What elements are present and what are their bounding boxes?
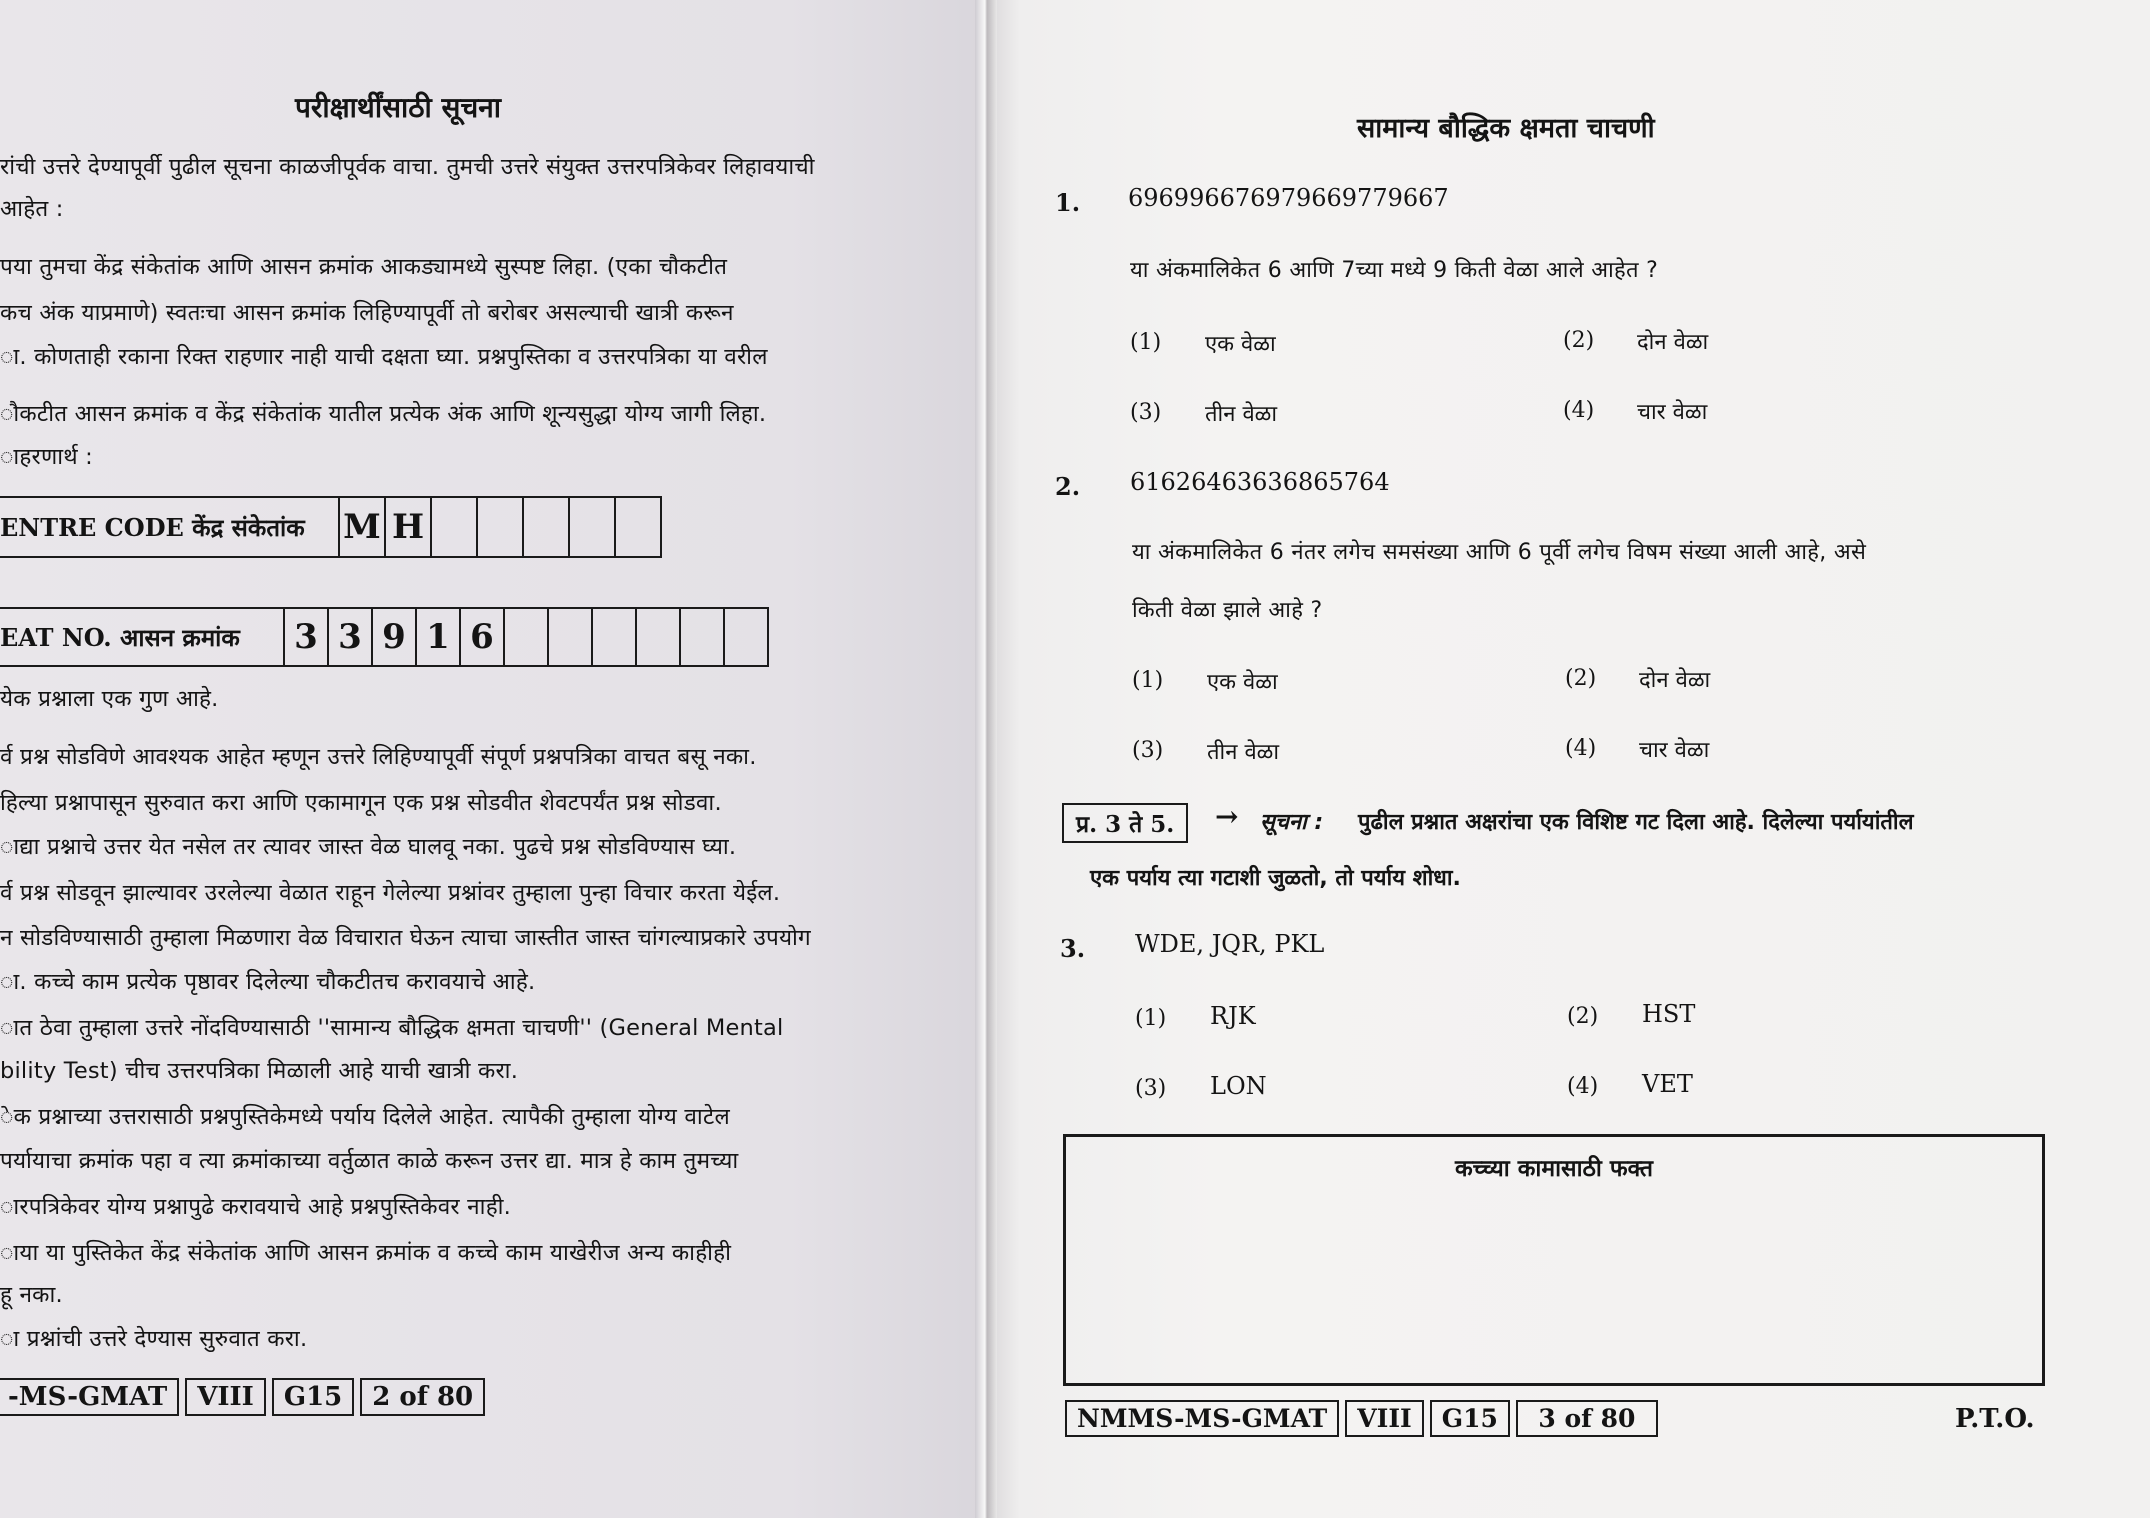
option-text: तीन वेळा [1207, 740, 1280, 765]
centre-code-cell [524, 498, 570, 556]
seat-no-cell: 3 [329, 609, 373, 665]
question-number: 1. [1055, 188, 1081, 217]
centre-code-cell [616, 498, 660, 556]
seat-no-cell: 6 [461, 609, 505, 665]
option-text: चार वेळा [1639, 738, 1710, 763]
question-stem: या अंकमालिकेत 6 नंतर लगेच समसंख्या आणि 6 पूर्वी लगेच विषम संख्या आली आहे, असे [1132, 540, 1867, 565]
rule-line: न सोडविण्यासाठी तुम्हाला मिळणारा वेळ विचारात घेऊन त्याचा जास्तीत जास्त चांगल्याप्रकारे उपयोग [0, 925, 811, 951]
question-number: 3. [1060, 934, 1086, 963]
rule-line: ाद्या प्रश्नाचे उत्तर येत नसेल तर त्यावर जास्त वेळ घालवू नका. पुढचे प्रश्न सोडविण्यास घ्या. [0, 834, 737, 860]
rule-line: bility Test) चीच उत्तरपत्रिका मिळाली आहे याची खात्री करा. [0, 1058, 519, 1084]
centre-code-cell: H [386, 498, 432, 556]
option-number: (3) [1132, 738, 1164, 763]
footer-set: G15 [1430, 1400, 1510, 1437]
intro-line: कच अंक याप्रमाणे) स्वतःचा आसन क्रमांक लिहिण्यापूर्वी तो बरोबर असल्याची खात्री करून [0, 300, 734, 326]
question-sequence: 61626463636865764 [1130, 468, 1390, 496]
intro-line: ौकटीत आसन क्रमांक व केंद्र संकेतांक यातील प्रत्येक अंक आणि शून्यसुद्धा योग्य जागी लिहा. [0, 401, 767, 427]
footer-code: NMMS-MS-GMAT [1065, 1400, 1339, 1437]
option-text: तीन वेळा [1205, 402, 1278, 427]
option-text: चार वेळा [1637, 400, 1708, 425]
rule-line: येक प्रश्नाला एक गुण आहे. [0, 686, 219, 712]
option-number: (2) [1567, 1004, 1599, 1029]
section-title: सामान्य बौद्धिक क्षमता चाचणी [1357, 113, 1655, 144]
footer-class: VIII [1345, 1400, 1423, 1437]
rule-line: हिल्या प्रश्नापासून सुरुवात करा आणि एकामागून एक प्रश्न सोडवीत शेवटपर्यंत प्रश्न सोडवा. [0, 790, 722, 816]
centre-code-cell [432, 498, 478, 556]
right-footer [1065, 1400, 1658, 1437]
rule-line: ा. कच्चे काम प्रत्येक पृष्ठावर दिलेल्या चौकटीतच करावयाचे आहे. [0, 969, 536, 995]
rough-work-title: कच्च्या कामासाठी फक्त [1454, 1156, 1654, 1182]
intro-line: ा. कोणताही रकाना रिक्त राहणार नाही याची दक्षता घ्या. प्रश्नपुस्तिका व उत्तरपत्रिका या वरील [0, 344, 768, 370]
rule-line: हू नका. [0, 1282, 63, 1308]
option-number: (2) [1563, 328, 1595, 353]
seat-no-cell [549, 609, 593, 665]
centre-code-box [0, 496, 662, 558]
seat-no-cell [505, 609, 549, 665]
rule-line: र्व प्रश्न सोडवून झाल्यावर उरलेल्या वेळात राहून गेलेल्या प्रश्नांवर तुम्हाला पुन्हा विचार करता येईल. [0, 880, 781, 906]
question-sequence: WDE, JQR, PKL [1135, 930, 1325, 958]
rule-line: ात ठेवा तुम्हाला उत्तरे नोंदविण्यासाठी ''सामान्य बौद्धिक क्षमता चाचणी'' (General Mental [0, 1015, 784, 1041]
intro-line: पया तुमचा केंद्र संकेतांक आणि आसन क्रमांक आकड्यामध्ये सुस्पष्ट लिहा. (एका चौकटीत [0, 254, 728, 280]
footer-page: 3 of 80 [1516, 1400, 1658, 1437]
option-text: एक वेळा [1205, 332, 1276, 357]
footer-set: G15 [272, 1378, 354, 1416]
option-text: दोन वेळा [1639, 668, 1711, 693]
option-text: दोन वेळा [1637, 330, 1709, 355]
option-number: (1) [1132, 668, 1164, 693]
rule-line: र्व प्रश्न सोडविणे आवश्यक आहेत म्हणून उत्तरे लिहिण्यापूर्वी संपूर्ण प्रश्नपत्रिका वाचत बसू नका. [0, 744, 757, 770]
centre-code-label: ENTRE CODE केंद्र संकेतांक [0, 498, 340, 556]
option-text: LON [1210, 1072, 1267, 1100]
seat-no-label: EAT NO. आसन क्रमांक [0, 609, 285, 665]
note-line: एक पर्याय त्या गटाशी जुळतो, तो पर्याय शोधा. [1090, 866, 1461, 891]
pto-label: P.T.O. [1955, 1404, 2035, 1434]
seat-no-cell [681, 609, 725, 665]
option-number: (2) [1565, 666, 1597, 691]
option-number: (3) [1135, 1076, 1167, 1101]
intro-line: रांची उत्तरे देण्यापूर्वी पुढील सूचना काळजीपूर्वक वाचा. तुमची उत्तरे संयुक्त उत्तरपत्रिकेवर लिहावयाची [0, 154, 815, 180]
option-text: HST [1642, 1000, 1696, 1028]
centre-code-cell: M [340, 498, 386, 556]
option-number: (1) [1130, 330, 1162, 355]
seat-no-cell: 9 [373, 609, 417, 665]
option-number: (4) [1565, 736, 1597, 761]
note-label: सूचना : [1260, 810, 1324, 835]
option-number: (1) [1135, 1006, 1167, 1031]
question-stem: किती वेळा झाले आहे ? [1132, 598, 1323, 623]
note-line: पुढील प्रश्नात अक्षरांचा एक विशिष्ट गट दिला आहे. दिलेल्या पर्यायांतील [1358, 810, 1914, 835]
option-text: RJK [1210, 1002, 1256, 1030]
footer-class: VIII [185, 1378, 266, 1416]
instructions-title: परीक्षार्थींसाठी सूचना [295, 91, 502, 124]
seat-no-box [0, 607, 769, 667]
seat-no-cell: 1 [417, 609, 461, 665]
book-spine [975, 0, 997, 1518]
rule-line: ेक प्रश्नाच्या उत्तरासाठी प्रश्नपुस्तिकेमध्ये पर्याय दिलेले आहेत. त्यापैकी तुम्हाला योग्य वाटेल [0, 1104, 730, 1130]
option-text: VET [1642, 1070, 1693, 1098]
left-footer [0, 1378, 485, 1416]
footer-code: -MS-GMAT [0, 1378, 179, 1416]
question-stem: या अंकमालिकेत 6 आणि 7च्या मध्ये 9 किती वेळा आले आहेत ? [1130, 258, 1659, 283]
seat-no-cell [637, 609, 681, 665]
note-tag: प्र. 3 ते 5. [1062, 803, 1188, 843]
note-arrow: → [1215, 800, 1239, 833]
option-number: (4) [1563, 398, 1595, 423]
rule-line: ारपत्रिकेवर योग्य प्रश्नापुढे करावयाचे आहे प्रश्नपुस्तिकेवर नाही. [0, 1194, 512, 1220]
seat-no-cell [725, 609, 767, 665]
footer-page: 2 of 80 [360, 1378, 485, 1416]
rule-line: ाया या पुस्तिकेत केंद्र संकेतांक आणि आसन क्रमांक व कच्चे काम याखेरीज अन्य काहीही [0, 1240, 732, 1266]
question-number: 2. [1055, 472, 1081, 501]
option-text: एक वेळा [1207, 670, 1278, 695]
centre-code-cell [570, 498, 616, 556]
seat-no-cell: 3 [285, 609, 329, 665]
intro-line: आहेत : [0, 196, 64, 222]
option-number: (3) [1130, 400, 1162, 425]
intro-line: ाहरणार्थ : [0, 444, 93, 470]
centre-code-cell [478, 498, 524, 556]
question-sequence: 69699667697966977966​7 [1128, 184, 1449, 212]
seat-no-cell [593, 609, 637, 665]
rule-line: पर्यायाचा क्रमांक पहा व त्या क्रमांकाच्या वर्तुळात काळे करून उत्तर द्या. मात्र हे काम तुमच्या [0, 1148, 739, 1174]
option-number: (4) [1567, 1074, 1599, 1099]
rule-line: ा प्रश्नांची उत्तरे देण्यास सुरुवात करा. [0, 1326, 308, 1352]
rough-work-box [1063, 1134, 2045, 1386]
